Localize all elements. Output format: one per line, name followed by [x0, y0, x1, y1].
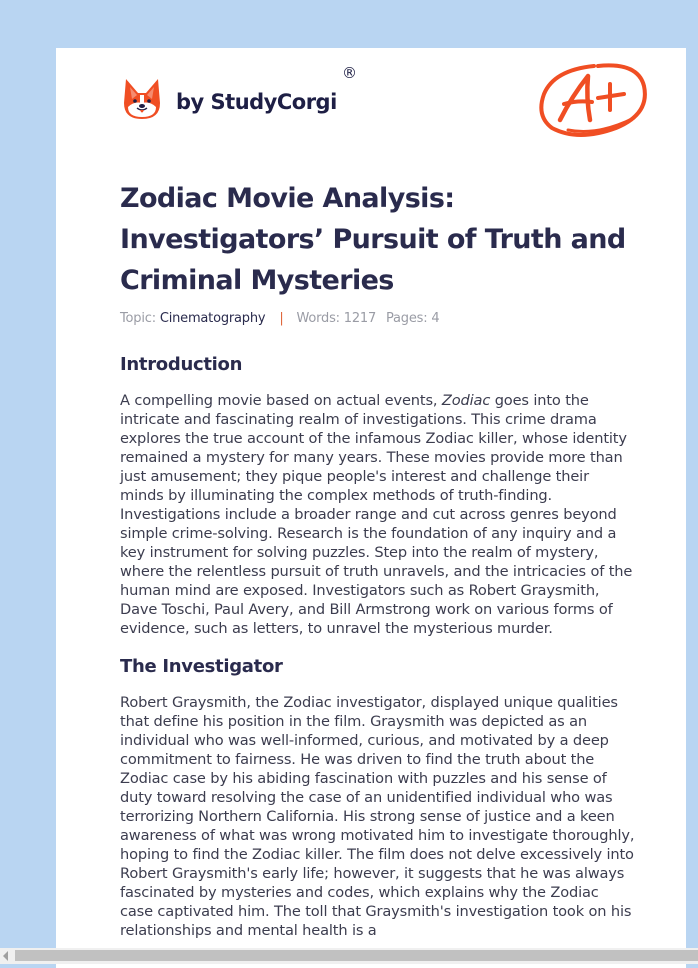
scroll-left-arrow-icon[interactable] [3, 951, 8, 961]
article-title: Zodiac Movie Analysis: Investigators’ Pursuit of Truth and Criminal Mysteries [120, 183, 626, 296]
section-heading-investigator: The Investigator [120, 656, 283, 677]
word-count: Words: 1217 [296, 311, 377, 326]
topic-label: Topic: [120, 311, 156, 326]
brand-name: by StudyCorgi [176, 90, 337, 114]
article-meta [120, 311, 439, 326]
scrollbar-thumb[interactable] [15, 950, 698, 961]
intro-text-rest: goes into the intricate and fascinating realm of investigations. This crime drama explores the true account of the infamous Zodiac killer, whose identity remained a mystery for many years. These movies provide more than just amusement; they pique people's interest and challenge their minds by illuminating the complex methods of truth-finding. Investigations include a broader range and cut across genres beyond simple crime-solving. Research is the foundation of any inquiry and a key instrument for solving puzzles. Step into the realm of mystery, where the relentless pursuit of truth unravels, and the intricacies of the human mind are exposed. Investigators such as Robert Graysmith, Dave Toschi, Paul Avery, and Bill Armstrong work on various forms of evidence, such as letters, to unravel the mysterious murder. [120, 392, 633, 637]
horizontal-scrollbar[interactable] [0, 948, 698, 964]
corgi-logo-icon [122, 77, 162, 121]
topic-link[interactable]: Cinematography [159, 311, 266, 326]
registered-mark: ® [342, 64, 357, 82]
movie-title-italic: Zodiac [441, 392, 491, 409]
document-page [56, 48, 686, 968]
introduction-paragraph [120, 391, 636, 638]
intro-text-start: A compelling movie based on actual events, [120, 392, 442, 409]
section-heading-introduction: Introduction [120, 354, 243, 375]
studycorgi-logo[interactable] [122, 76, 337, 122]
meta-separator: | [279, 311, 284, 326]
a-plus-grade-icon [538, 58, 650, 144]
page-count: Pages: 4 [385, 311, 440, 326]
investigator-paragraph: Robert Graysmith, the Zodiac investigator, displayed unique qualities that define his position in the film. Graysmith was depicted as an individual who was well-informed, curious, and motivated by a deep commitment to fairness. He was driven to find the truth about the Zodiac case by his abiding fascination with puzzles and his sense of duty toward resolving the case of an unidentified individual who was terrorizing Northern California. His strong sense of justice and a keen awareness of what was wrong motivated him to investigate thoroughly, hoping to find the Zodiac killer. The film does not delve excessively into Robert Graysmith's early life; however, it suggests that he was always fascinated by mysteries and codes, which explains why the Zodiac case captivated him. The toll that Graysmith's investigation took on his relationships and mental health is a [120, 694, 635, 939]
